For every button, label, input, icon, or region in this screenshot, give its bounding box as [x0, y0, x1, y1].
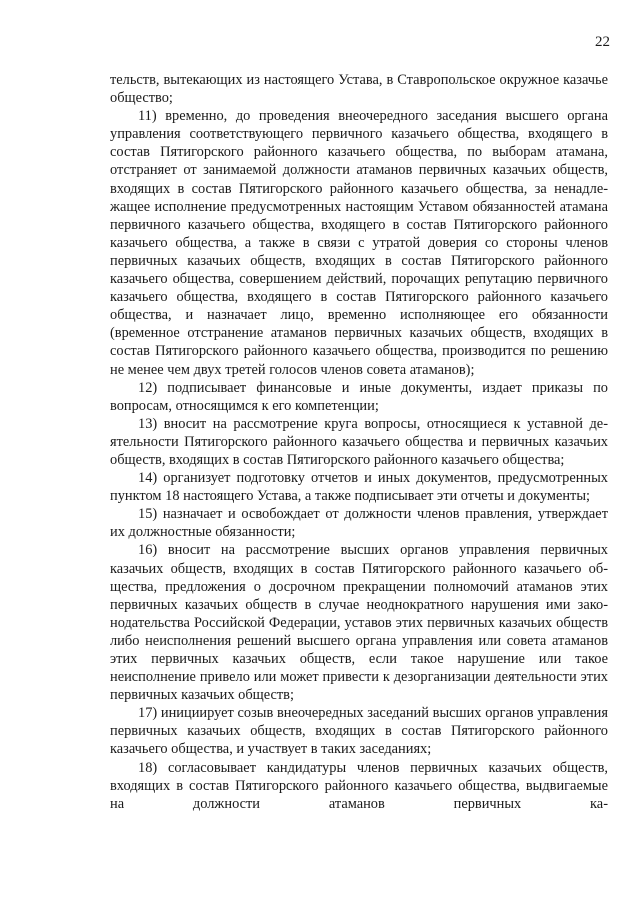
paragraph-item-16: 16) вносит на рассмотрение высших органов управления первичных казачьих обществ, входящих в состав Пятигорского районного казачьего общества, предложения о досрочном прекращении полномочий атаманов этих первичных казачьих обществ в случае неоднократного нарушения ими законодательства Российской Федерации, уставов этих первичных казачьих обществ либо неисполнения решений высшего органа управления или совета атаманов этих первичных казачьих обществ, если такое нарушение или такое неисполнение привело или может привести к дезорганизации деятельности этих первичных казачьих обществ; — [110, 542, 608, 704]
page-number: 22 — [595, 34, 610, 50]
paragraph-item-13: 13) вносит на рассмотрение круга вопросы, относящиеся к уставной деятельности Пятигорского районного казачьего общества и первичных казачьих обществ, входящих в состав Пятигорского районного казачьего общества; — [110, 415, 608, 468]
paragraph-item-15: 15) назначает и освобождает от должности членов правления, утверждает их должностные обязанности; — [110, 506, 608, 541]
paragraph-continuation: тельств, вытекающих из настоящего Устава, в Ставропольское окружное казачье общество; — [110, 72, 608, 107]
paragraph-item-14: 14) организует подготовку отчетов и иных документов, предусмотренных пунктом 18 настоящего Устава, а также подписывает эти отчеты и документы; — [110, 470, 608, 505]
paragraph-item-18: 18) согласовывает кандидатуры членов первичных казачьих обществ, входящих в состав Пятигорского районного казачьего общества, выдвигаемые на должности атаманов первичных ка- — [110, 759, 608, 812]
paragraph-item-12: 12) подписывает финансовые и иные документы, издает приказы по вопросам, относящимся к его компетенции; — [110, 379, 608, 414]
document-body — [110, 71, 608, 813]
paragraph-item-17: 17) инициирует созыв внеочередных заседаний высших органов управления первичных казачьих обществ, входящих в состав Пятигорского районного казачьего общества, и участвует в таких заседаниях; — [110, 705, 608, 758]
paragraph-item-11: 11) временно, до проведения внеочередного заседания высшего органа управления соответствующего первичного казачьего общества, входящего в состав Пятигорского районного казачьего общества, по выборам атамана, отстраняет от занимаемой должности атаманов первичных казачьих обществ, входящих в состав Пятигорского районного казачьего общества, за ненадлежащее исполнение предусмотренных настоящим Уставом обязанностей атамана первичного казачьего общества, входящего в состав Пятигорского районного казачьего общества, а также в связи с утратой доверия со стороны членов первичных казачьих обществ, входящих в состав Пятигорского районного казачьего общества, совершением действий, порочащих репутацию первичного казачьего общества, входящего в состав Пятигорского районного казачьего общества, и назначает лицо, временно исполняющее его обязанности (временное отстранение атаманов первичных казачьих обществ, входящих в состав Пятигорского районного казачьего общества, производится по решению не менее чем двух третей голосов членов совета атаманов); — [110, 108, 608, 378]
